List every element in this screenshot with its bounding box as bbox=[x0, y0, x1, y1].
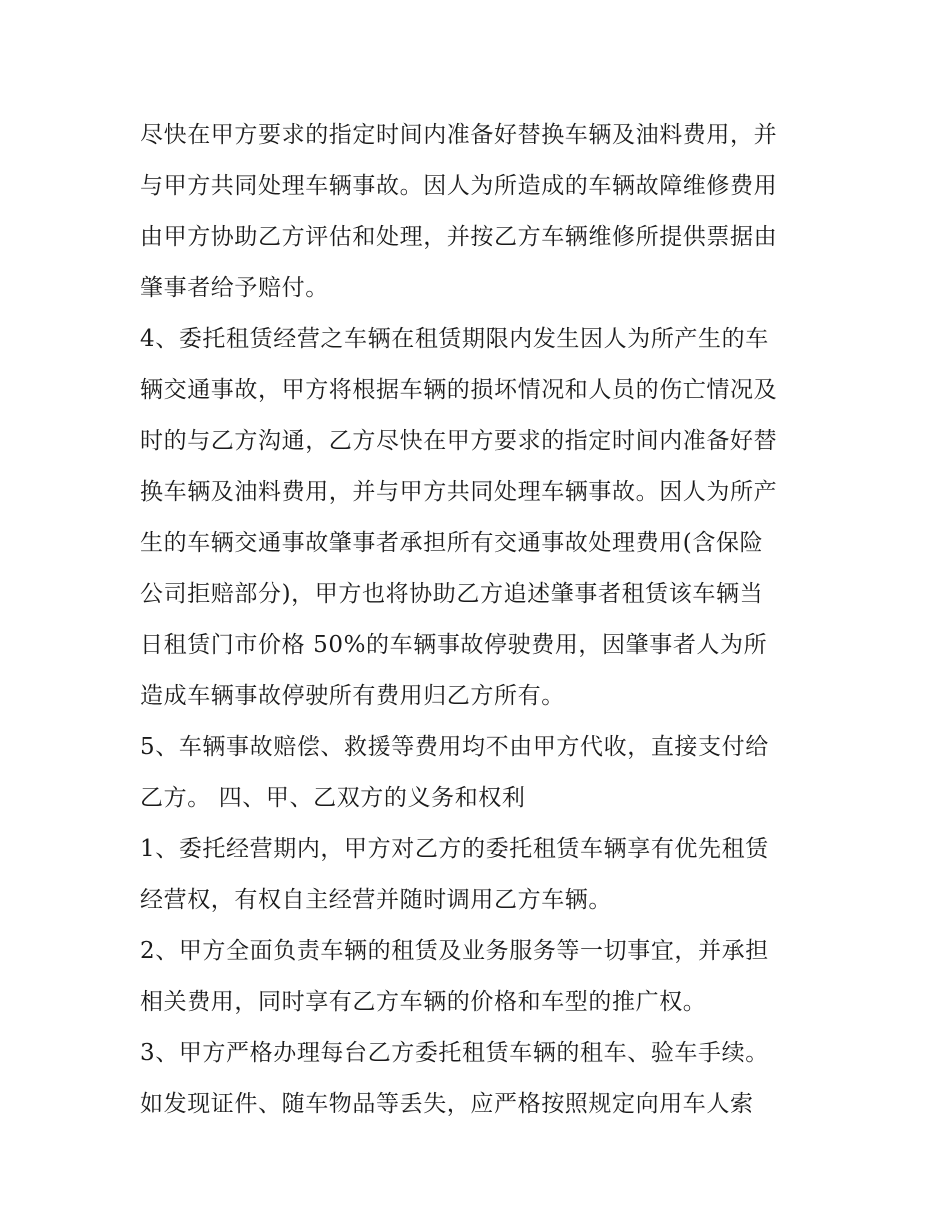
text-line: 肇事者给予赔付。 bbox=[140, 275, 329, 301]
document-body bbox=[140, 110, 812, 1130]
text-line: 2、甲方全面负责车辆的租赁及业务服务等一切事宜，并承担 bbox=[140, 938, 769, 964]
text-line: 尽快在甲方要求的指定时间内准备好替换车辆及油料费用，并 bbox=[140, 122, 778, 148]
text-line: 相关费用，同时享有乙方车辆的价格和车型的推广权。 bbox=[140, 989, 707, 1015]
text-line: 乙方。 四、甲、乙双方的义务和权利 bbox=[140, 785, 526, 811]
text-line: 时的与乙方沟通，乙方尽快在甲方要求的指定时间内准备好替 bbox=[140, 428, 778, 454]
text-line: 经营权，有权自主经营并随时调用乙方车辆。 bbox=[140, 887, 612, 913]
text-line: 生的车辆交通事故肇事者承担所有交通事故处理费用(含保险 bbox=[140, 530, 764, 556]
text-line: 日租赁门市价格 50%的车辆事故停驶费用，因肇事者人为所 bbox=[140, 632, 768, 658]
text-line: 由甲方协助乙方评估和处理，并按乙方车辆维修所提供票据由 bbox=[140, 224, 778, 250]
text-line: 3、甲方严格办理每台乙方委托租赁车辆的租车、验车手续。 bbox=[140, 1040, 769, 1066]
text-line: 1、委托经营期内，甲方对乙方的委托租赁车辆享有优先租赁 bbox=[140, 836, 769, 862]
text-line: 换车辆及油料费用，并与甲方共同处理车辆事故。因人为所产 bbox=[140, 479, 778, 505]
text-line: 公司拒赔部分)，甲方也将协助乙方追述肇事者租赁该车辆当 bbox=[140, 581, 764, 607]
text-line: 造成车辆事故停驶所有费用归乙方所有。 bbox=[140, 683, 565, 709]
text-line: 与甲方共同处理车辆事故。因人为所造成的车辆故障维修费用 bbox=[140, 173, 778, 199]
text-line: 5、车辆事故赔偿、救援等费用均不由甲方代收，直接支付给 bbox=[140, 734, 769, 760]
text-line: 辆交通事故，甲方将根据车辆的损坏情况和人员的伤亡情况及 bbox=[140, 377, 778, 403]
text-line: 4、委托租赁经营之车辆在租赁期限内发生因人为所产生的车 bbox=[140, 326, 769, 352]
text-line: 如发现证件、随车物品等丢失，应严格按照规定向用车人索 bbox=[140, 1091, 754, 1117]
